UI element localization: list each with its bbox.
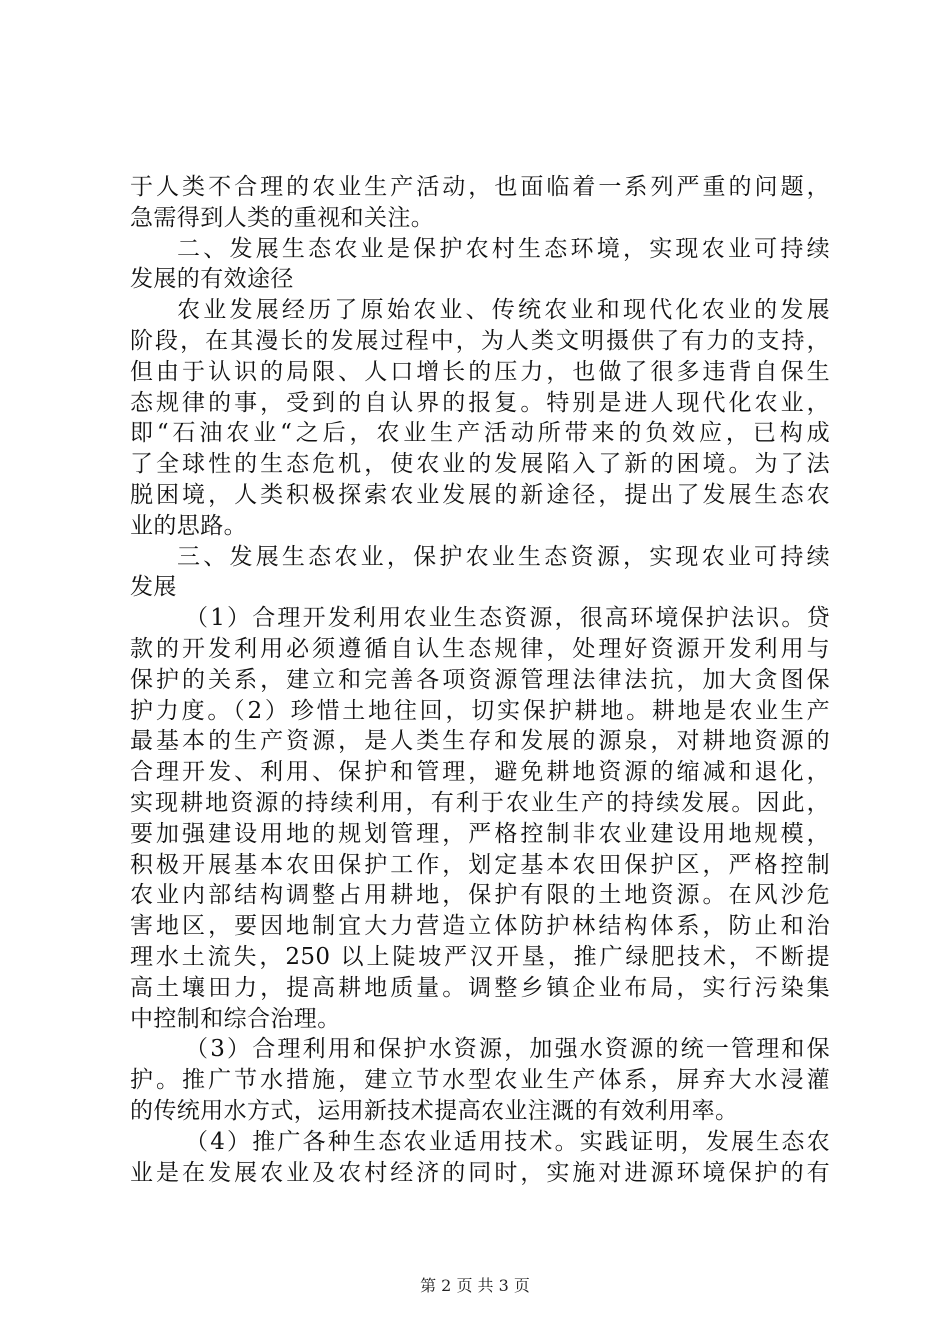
body-line: 害地区，要因地制宜大力营造立体防护林结构体系，防止和治 bbox=[130, 913, 830, 940]
body-line: 二、发展生态农业是保护农村生态环境，实现农业可持续 bbox=[177, 235, 830, 262]
body-line: 的传统用水方式，运用新技术提高农业注溉的有效利用率。 bbox=[130, 1097, 739, 1124]
body-line: 理水土流失，250 以上陡坡严汉开垦，推广绿肥技术，不断提 bbox=[130, 943, 830, 970]
body-line: 发展的有效途径 bbox=[130, 266, 294, 293]
body-line: 合理开发、利用、保护和管理，避免耕地资源的缩减和退化， bbox=[130, 759, 830, 786]
body-line: 业的思路。 bbox=[130, 512, 247, 539]
body-line: 实现耕地资源的持续利用，有利于农业生产的持续发展。因此， bbox=[130, 789, 830, 816]
body-line: 发展 bbox=[130, 574, 177, 601]
body-line: 最基本的生产资源，是人类生存和发展的源泉，对耕地资源的 bbox=[130, 728, 830, 755]
body-line: 三、发展生态农业，保护农业生态资源，实现农业可持续 bbox=[177, 543, 830, 570]
body-line: （3）合理利用和保护水资源，加强水资源的统一管理和保 bbox=[185, 1036, 830, 1063]
body-line: 款的开发利用必须遵循自认生态规律，处理好资源开发利用与 bbox=[130, 635, 830, 662]
body-line: 积极开展基本农田保护工作，划定基本农田保护区，严格控制 bbox=[130, 851, 830, 878]
body-line: 态规律的事，受到的自认界的报复。特别是进人现代化农业， bbox=[130, 389, 830, 416]
body-line: 急需得到人类的重视和关注。 bbox=[130, 204, 435, 231]
body-line: 了全球性的生态危机，使农业的发展陷入了新的困境。为了法 bbox=[130, 451, 830, 478]
body-line: 高土壤田力，提高耕地质量。调整乡镇企业布局，实行污染集 bbox=[130, 974, 830, 1001]
body-line: 护。推广节水措施，建立节水型农业生产体系，屏弃大水浸灌 bbox=[130, 1067, 830, 1094]
body-line: 保护的关系，建立和完善各项资源管理法律法抗，加大贪图保 bbox=[130, 666, 830, 693]
body-line: （1）合理开发利用农业生态资源，很高环境保护法识。贷 bbox=[185, 605, 830, 632]
body-line: 但由于认识的局限、人口增长的压力，也做了很多违背自保生 bbox=[130, 358, 830, 385]
body-line: 农业内部结构调整占用耕地，保护有限的土地资源。在风沙危 bbox=[130, 882, 830, 909]
page-footer: 第 2 页 共 3 页 bbox=[420, 1276, 530, 1295]
body-line: 护力度。（2）珍惜土地往回，切实保护耕地。耕地是农业生产 bbox=[130, 697, 830, 724]
document-body bbox=[130, 172, 830, 1188]
body-line: 农业发展经历了原始农业、传统农业和现代化农业的发展 bbox=[177, 297, 830, 324]
body-line: 要加强建设用地的规划管理，严格控制非农业建设用地规模， bbox=[130, 820, 830, 847]
body-line: （4）推广各种生态农业适用技术。实践证明，发展生态农 bbox=[185, 1128, 830, 1155]
body-line: 脱困境，人类积极探索农业发展的新途径，提出了发展生态农 bbox=[130, 481, 830, 508]
body-line: 业是在发展农业及农村经济的同时，实施对进源环境保护的有 bbox=[130, 1159, 830, 1186]
body-line: 中控制和综合治理。 bbox=[130, 1005, 341, 1032]
body-line: 阶段，在其漫长的发展过程中，为人类文明摄供了有力的支持， bbox=[130, 327, 830, 354]
body-line: 即“石油农业“之后，农业生产活动所带来的负效应，已构成 bbox=[130, 420, 830, 447]
body-line: 于人类不合理的农业生产活动，也面临着一系列严重的问题， bbox=[130, 174, 830, 200]
